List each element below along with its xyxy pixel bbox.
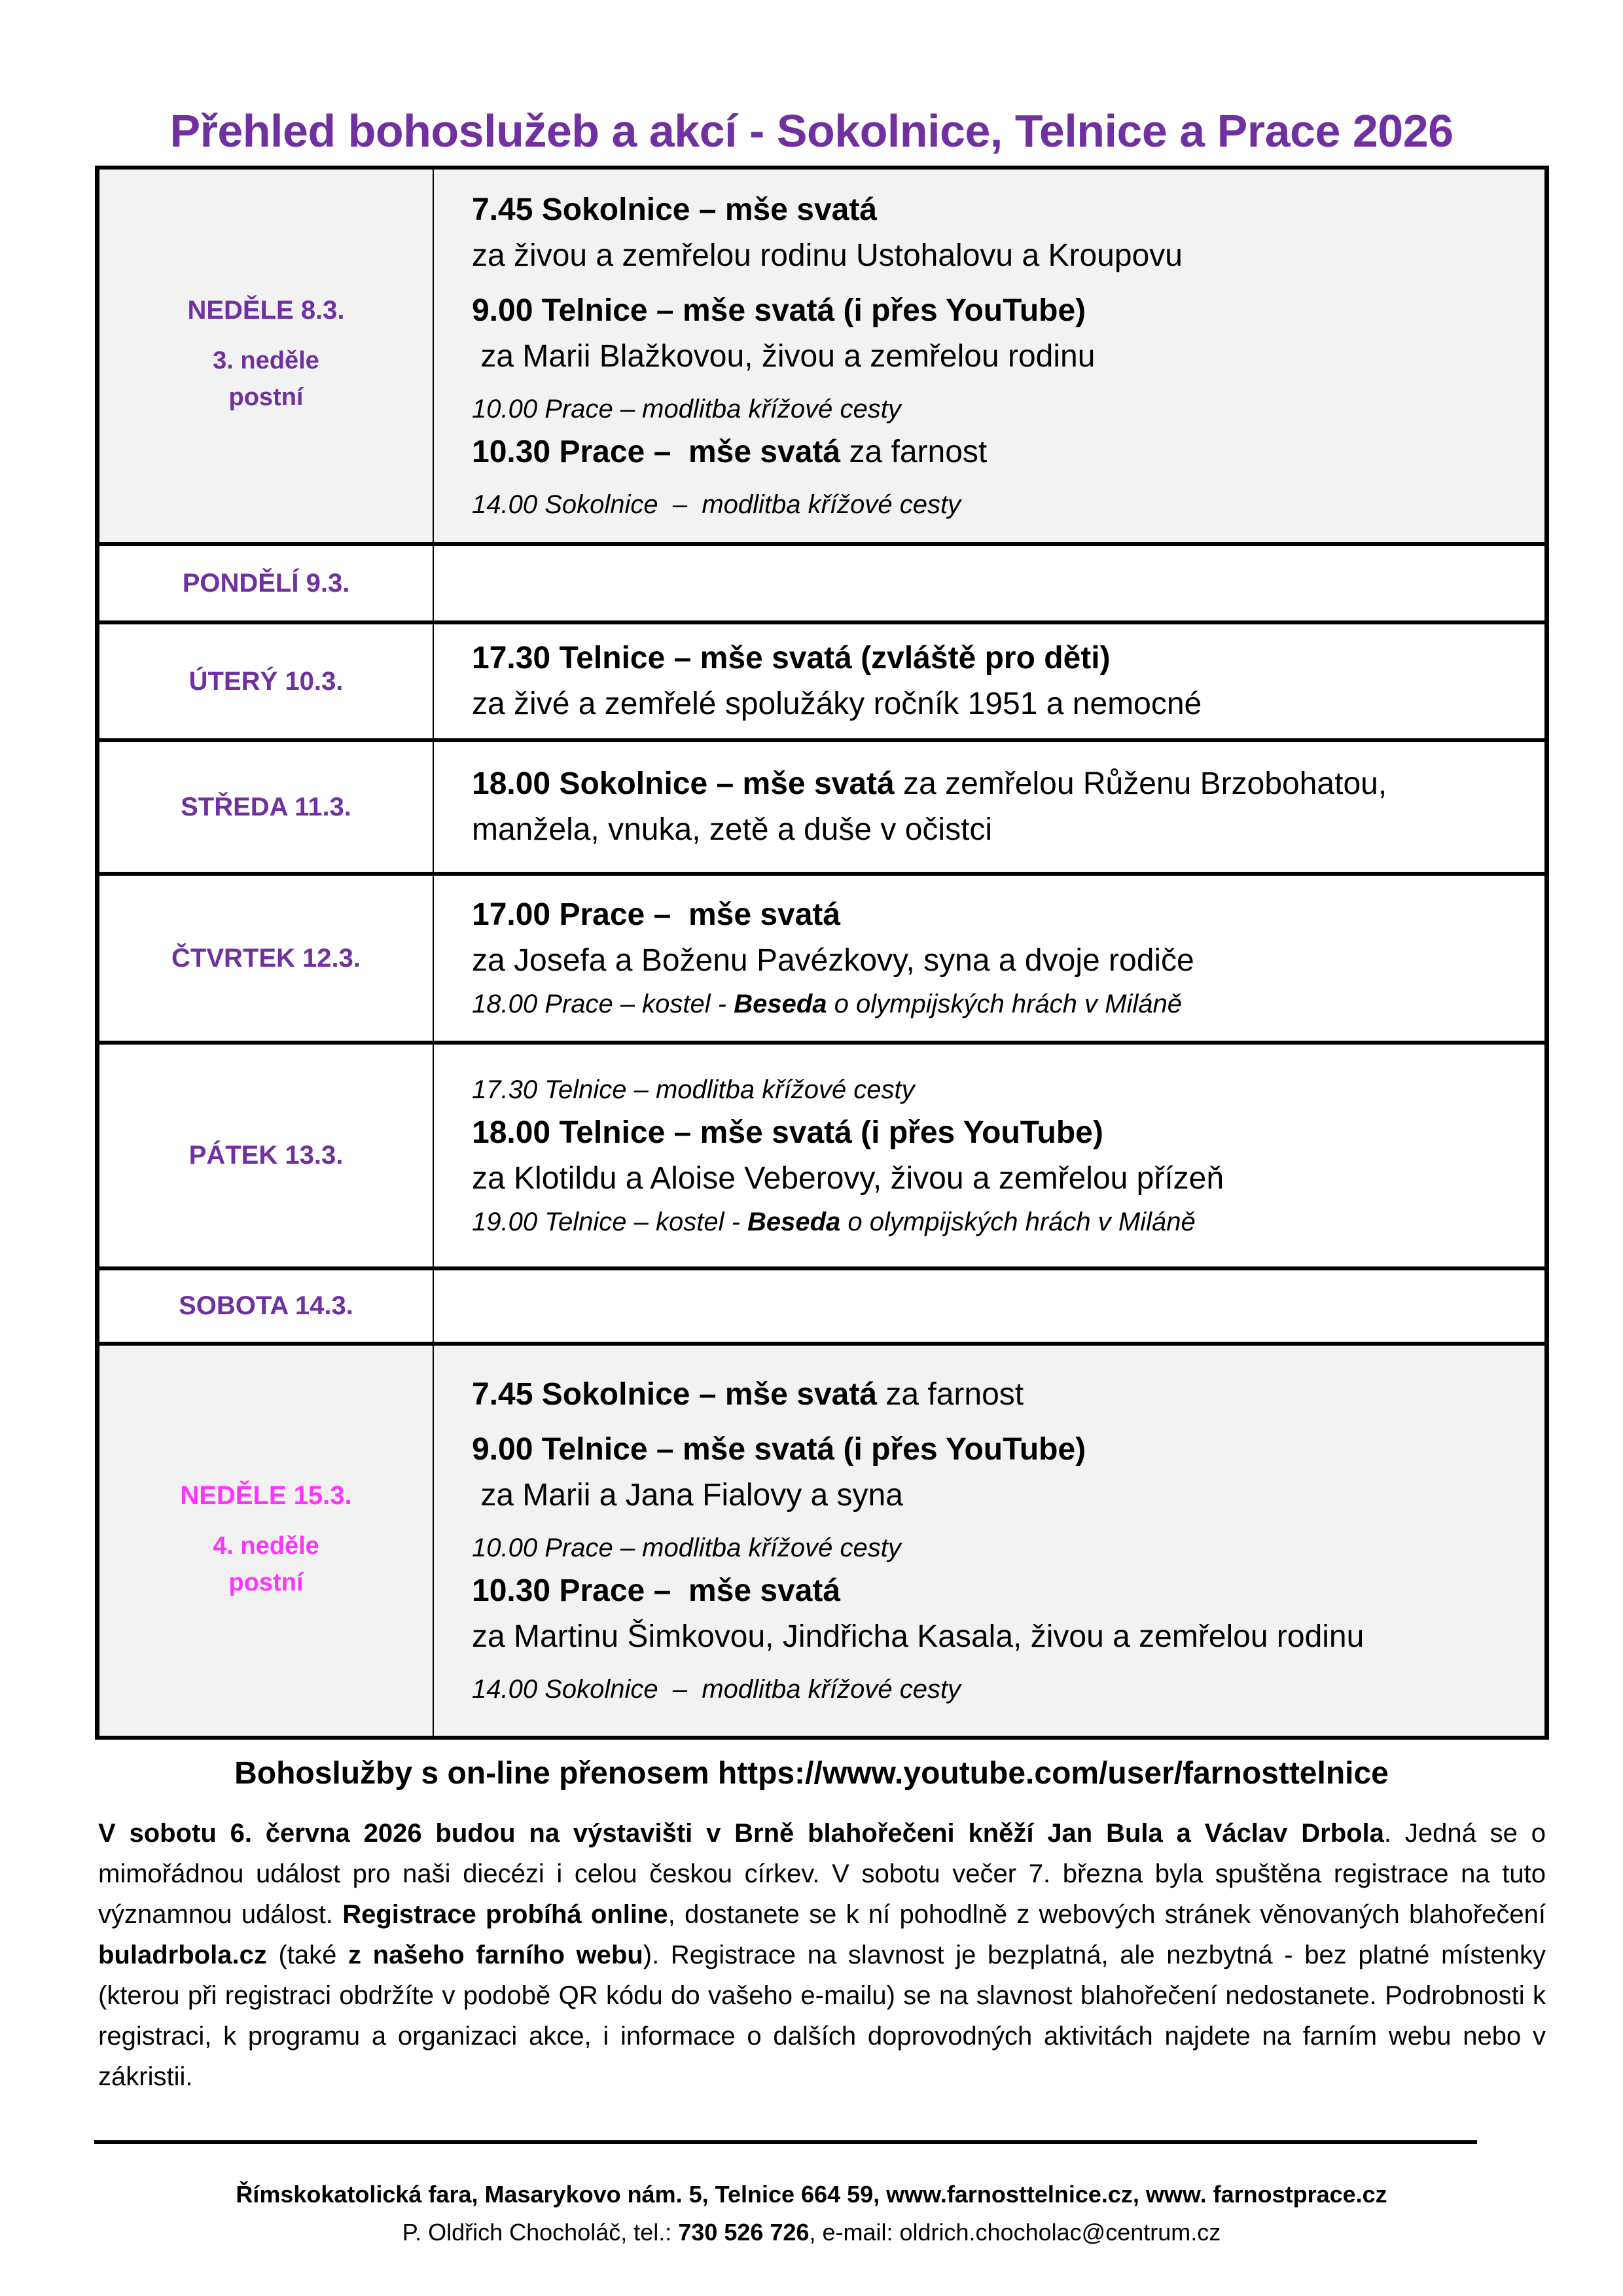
event-title: 18.00 Sokolnice – mše svatá <box>472 766 895 801</box>
event-line <box>472 429 1544 475</box>
day-label: ÚTERÝ 10.3. <box>188 666 344 696</box>
day-label: NEDĚLE 8.3. <box>187 296 345 325</box>
liturgical-note <box>99 342 433 416</box>
footer-divider <box>94 2140 1477 2144</box>
event-note <box>472 984 1544 1024</box>
day-cell <box>98 622 434 740</box>
schedule-table <box>95 166 1549 1740</box>
footer-phone: 730 526 726 <box>678 2219 810 2246</box>
liturgical-note <box>99 1528 433 1601</box>
event-title: 10.30 Prace – mše svatá <box>472 1573 841 1608</box>
day-label: PONDĚLÍ 9.3. <box>182 568 350 598</box>
announcement-bold: z našeho farního webu <box>348 1941 643 1969</box>
event-intention: za Marii a Jana Fialovy a syna <box>472 1478 903 1513</box>
event-line <box>472 1110 1544 1156</box>
event-title: 9.00 Telnice – mše svatá (i přes YouTube) <box>472 1432 1086 1467</box>
schedule-row <box>98 1268 1547 1344</box>
events-cell <box>433 1344 1547 1738</box>
footer-contact-name: P. Oldřich Chocholáč, tel.: <box>402 2219 679 2246</box>
liturgical-note-line: postní <box>228 1568 304 1596</box>
event-line <box>472 1372 1544 1418</box>
day-cell <box>98 168 434 544</box>
schedule-row <box>98 1043 1547 1268</box>
event-title: 9.00 Telnice – mše svatá (i přes YouTube) <box>472 293 1086 328</box>
footer-contact <box>0 2219 1623 2246</box>
event-note: 14.00 Sokolnice – modlitba křížové cesty <box>472 1675 961 1704</box>
announcement-text: . Jedná se o mimořádnou událost pro naši diecézi i celou českou církev. V sobotu večer 7. března byla spuštěna registrace na tuto významnou událost. <box>98 1819 1546 1929</box>
events-cell <box>433 874 1547 1043</box>
announcement-paragraph <box>98 1813 1546 2097</box>
event-title: 18.00 Telnice – mše svatá (i přes YouTube) <box>472 1115 1103 1150</box>
event-line <box>472 288 1544 334</box>
event-line <box>472 636 1544 681</box>
day-label: SOBOTA 14.3. <box>179 1291 353 1320</box>
schedule-row <box>98 740 1547 874</box>
event-note: 10.00 Prace – modlitba křížové cesty <box>472 1534 901 1562</box>
event-note-text: 19.00 Telnice – kostel - <box>472 1207 747 1236</box>
event-note-emphasis: Beseda <box>734 990 827 1018</box>
footer-address: Římskokatolická fara, Masarykovo nám. 5, Telnice 664 59, www.farnosttelnice.cz, www. farnostprace.cz <box>236 2181 1387 2208</box>
event-title: 10.30 Prace – mše svatá <box>472 434 841 469</box>
events-cell <box>433 622 1547 740</box>
day-cell <box>98 544 434 622</box>
event-intention: manžela, vnuka, zetě a duše v očistci <box>472 812 993 847</box>
schedule-row <box>98 1344 1547 1738</box>
schedule-row <box>98 544 1547 622</box>
day-label: STŘEDA 11.3. <box>181 792 351 821</box>
event-line <box>472 1427 1544 1473</box>
events-cell <box>433 544 1547 622</box>
event-line <box>472 761 1544 807</box>
liturgical-note-line: 4. neděle <box>213 1532 319 1560</box>
day-cell <box>98 740 434 874</box>
event-note: 14.00 Sokolnice – modlitba křížové cesty <box>472 490 961 519</box>
day-label: PÁTEK 13.3. <box>188 1141 344 1170</box>
event-note: 10.00 Prace – modlitba křížové cesty <box>472 394 901 423</box>
announcement-link: buladrbola.cz <box>98 1941 267 1969</box>
event-note <box>472 1202 1544 1242</box>
liturgical-note-line: 3. neděle <box>213 347 319 374</box>
event-title: 7.45 Sokolnice – mše svatá <box>472 1377 878 1412</box>
event-intention: za Marii Blažkovou, živou a zemřelou rodinu <box>472 338 1096 374</box>
events-cell <box>433 1043 1547 1268</box>
announcement-text: (také <box>266 1941 349 1969</box>
events-cell <box>433 168 1547 544</box>
page-title: Přehled bohoslužeb a akcí - Sokolnice, Telnice a Prace 2026 <box>169 105 1454 156</box>
announcement-text: , dostanete se k ní pohodlně z webových stránek věnovaných blahořečení <box>668 1900 1546 1929</box>
event-intention: za Martinu Šimkovou, Jindřicha Kasala, živou a zemřelou rodinu <box>472 1619 1364 1654</box>
event-title: 17.30 Telnice – mše svatá (zvláště pro děti) <box>472 641 1111 675</box>
event-detail: za farnost <box>840 434 988 469</box>
stream-note: Bohoslužby s on-line přenosem https://www.youtube.com/user/farnosttelnice <box>234 1756 1389 1791</box>
event-note-text: o olympijských hrách v Miláně <box>827 990 1182 1018</box>
schedule-row <box>98 622 1547 740</box>
announcement-bold: V sobotu 6. června 2026 budou na výstavišti v Brně blahořečeni kněží Jan Bula a Václav Drbola <box>98 1819 1384 1848</box>
event-line <box>472 187 1544 233</box>
day-cell <box>98 1268 434 1344</box>
footer-email: , e-mail: oldrich.chocholac@centrum.cz <box>809 2219 1221 2246</box>
schedule-row <box>98 874 1547 1043</box>
event-line <box>472 892 1544 938</box>
day-cell <box>98 874 434 1043</box>
event-detail: za farnost <box>877 1377 1024 1412</box>
event-intention: za Klotildu a Aloise Veberovy, živou a zemřelou přízeň <box>472 1160 1224 1196</box>
event-title: 17.00 Prace – mše svatá <box>472 897 841 932</box>
liturgical-note-line: postní <box>228 384 304 411</box>
event-line <box>472 1568 1544 1614</box>
event-note-text: o olympijských hrách v Miláně <box>840 1207 1196 1236</box>
announcement-bold: Registrace probíhá online <box>342 1900 668 1929</box>
schedule-row <box>98 168 1547 544</box>
announcement-text: ). Registrace na slavnost je bezplatná, ale nezbytná - bez platné místenky (kterou při registraci obdržíte v podobě QR kódu do vašeho e-mailu) se na slavnost blahořečení nedostanete. Podrobnosti k registraci, k programu a organizaci akce, i informace o dalších doprovodných aktivitách najdete na farním webu nebo v zákristii. <box>98 1941 1546 2091</box>
event-title: 7.45 Sokolnice – mše svatá <box>472 192 878 227</box>
events-cell <box>433 1268 1547 1344</box>
event-detail: za zemřelou Růženu Brzobohatou, <box>894 766 1387 801</box>
event-intention: za živé a zemřelé spolužáky ročník 1951 a nemocné <box>472 687 1202 721</box>
day-label: NEDĚLE 15.3. <box>180 1480 352 1510</box>
event-intention: za živou a zemřelou rodinu Ustohalovu a Kroupovu <box>472 238 1183 273</box>
event-note-text: 18.00 Prace – kostel - <box>472 990 734 1018</box>
events-cell <box>433 740 1547 874</box>
event-intention: za Josefa a Boženu Pavézkovy, syna a dvoje rodiče <box>472 943 1194 978</box>
day-label: ČTVRTEK 12.3. <box>171 943 361 973</box>
event-note: 17.30 Telnice – modlitba křížové cesty <box>472 1075 915 1104</box>
event-note-emphasis: Beseda <box>747 1207 841 1236</box>
day-cell <box>98 1344 434 1738</box>
day-cell <box>98 1043 434 1268</box>
